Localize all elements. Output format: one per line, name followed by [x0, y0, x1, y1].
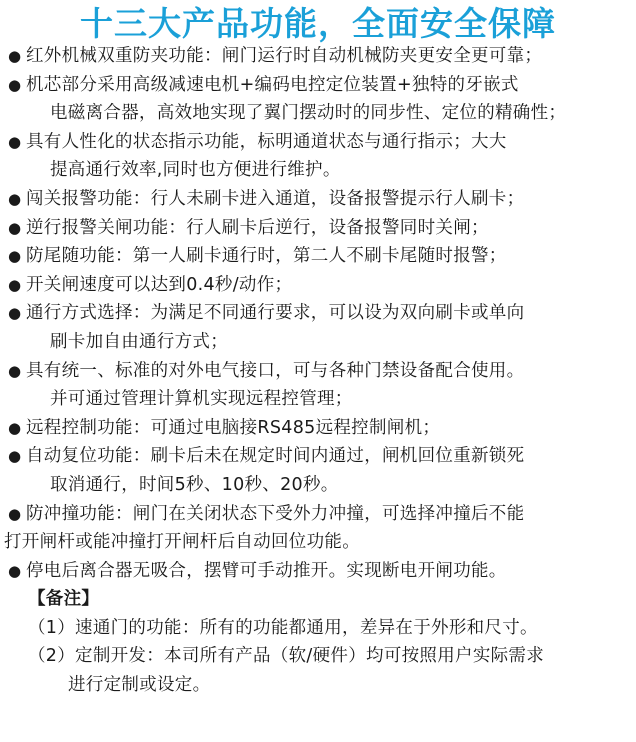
feature-item — [0, 42, 636, 71]
feature-continuation: 取消通行，时间5秒、10秒、20秒。 — [50, 474, 339, 495]
feature-item — [0, 71, 636, 100]
bullet-icon: ● — [8, 132, 22, 151]
bullet-icon: ● — [8, 247, 22, 266]
bullet-icon: ● — [8, 275, 22, 294]
feature-item — [0, 185, 636, 214]
feature-text: 开关闸速度可以达到0.4秒/动作； — [26, 274, 293, 295]
feature-text: 具有人性化的状态指示功能，标明通道状态与通行指示；大大 — [26, 131, 507, 152]
note-item: （2）定制开发：本司所有产品（软/硬件）均可按照用户实际需求 — [28, 646, 545, 667]
feature-continuation: 电磁离合器，高效地实现了翼门摆动时的同步性、定位的精确性； — [50, 103, 567, 124]
page-title: 十三大产品功能，全面安全保障 — [80, 4, 556, 43]
bullet-icon: ● — [8, 304, 22, 323]
note-continuation: 进行定制或设定。 — [68, 675, 211, 696]
bullet-icon: ● — [8, 75, 22, 94]
feature-text: 防冲撞功能：闸门在关闭状态下受外力冲撞，可选择冲撞后不能 — [26, 503, 525, 524]
bullet-icon: ● — [8, 447, 22, 466]
feature-text: 远程控制功能：可通过电脑接RS485远程控制闸机； — [26, 417, 441, 438]
feature-text: 机芯部分采用高级减速电机+编码电控定位装置+独特的牙嵌式 — [26, 74, 519, 95]
feature-item — [0, 299, 636, 328]
feature-text: 具有统一、标准的对外电气接口，可与各种门禁设备配合使用。 — [26, 360, 525, 381]
feature-text: 红外机械双重防夹功能：闸门运行时自动机械防夹更安全更可靠； — [26, 46, 543, 66]
bullet-icon: ● — [8, 218, 22, 237]
feature-item — [0, 128, 636, 157]
feature-item — [0, 242, 636, 271]
feature-continuation: 并可通过管理计算机实现远程控管理； — [50, 389, 353, 410]
feature-text: 闯关报警功能：行人未刷卡进入通道，设备报警提示行人刷卡； — [26, 188, 525, 209]
feature-item — [0, 414, 636, 443]
feature-item — [0, 500, 636, 529]
bullet-icon: ● — [8, 189, 22, 208]
feature-item — [0, 214, 636, 243]
bullet-icon: ● — [8, 47, 22, 65]
feature-item — [0, 557, 636, 586]
note-item: （1）速通门的功能：所有的功能都通用，差异在于外形和尺寸。 — [28, 617, 538, 638]
feature-continuation: 提高通行效率,同时也方便进行维护。 — [50, 160, 341, 181]
notes-heading: 【备注】 — [28, 589, 100, 610]
bullet-icon: ● — [8, 418, 22, 437]
feature-continuation: 刷卡加自由通行方式； — [50, 331, 228, 352]
bullet-icon: ● — [8, 504, 22, 523]
feature-text: 逆行报警关闸功能：行人刷卡后逆行，设备报警同时关闸； — [26, 217, 489, 238]
feature-item — [0, 442, 636, 471]
feature-text: 通行方式选择：为满足不同通行要求，可以设为双向刷卡或单向 — [26, 303, 525, 324]
feature-text: 防尾随功能：第一人刷卡通行时，第二人不刷卡尾随时报警； — [26, 246, 507, 267]
bullet-icon: ● — [8, 561, 22, 580]
feature-item — [0, 271, 636, 300]
bullet-icon: ● — [8, 361, 22, 380]
feature-item — [0, 357, 636, 386]
feature-list — [0, 42, 636, 700]
feature-text: 停电后离合器无吸合，摆臂可手动推开。实现断电开闸功能。 — [26, 560, 507, 581]
feature-text: 自动复位功能：刷卡后未在规定时间内通过，闸机回位重新锁死 — [26, 446, 525, 467]
feature-continuation: 打开闸杆或能冲撞打开闸杆后自动回位功能。 — [4, 532, 360, 553]
